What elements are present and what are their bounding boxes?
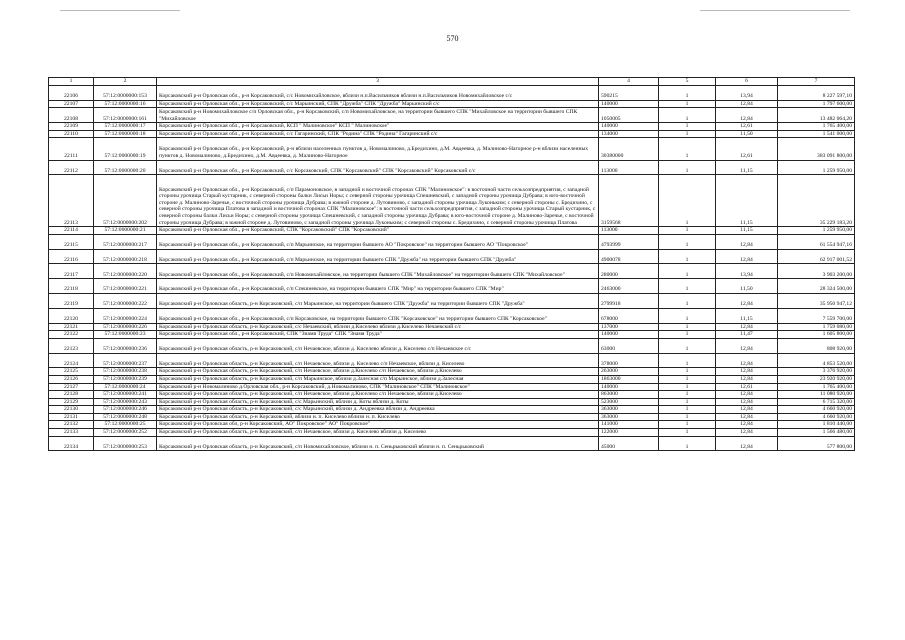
cadastral-number-cell: 57:12:0000000:248 <box>94 413 157 421</box>
cadastral-value-cell: 1 765 400,00 <box>778 383 855 391</box>
area-cell: 140000 <box>599 100 659 108</box>
area-cell: 45000 <box>599 436 659 451</box>
coefficient-cell: 1 <box>659 264 716 279</box>
table-row <box>49 249 855 264</box>
cadastral-number-cell: 57:12:0000000:218 <box>94 249 157 264</box>
location-description-cell: Корсаковский р-н Орловская область, р-н Корсаковский, с/п Нечаевское, вблизи д. Киселево вблизи д. Киселево <box>157 429 599 437</box>
cadastral-number-cell: 57:12:0000000:25 <box>94 421 157 429</box>
coefficient-cell: 1 <box>659 391 716 399</box>
area-cell: 140000 <box>599 123 659 131</box>
area-cell: 122000 <box>599 429 659 437</box>
table-row <box>49 138 855 160</box>
cadastral-rate-cell: 12,84 <box>716 421 778 429</box>
row-number-cell: 22111 <box>49 138 94 160</box>
location-description-cell: Корсаковский р-н Орловская область, р-н Корсаковский, с/с Марьинский, вблизи д. Андреевка вблизи д. Андреевка <box>157 406 599 414</box>
area-cell: 137000 <box>599 323 659 331</box>
cadastral-rate-cell: 11,15 <box>716 308 778 323</box>
table-row <box>49 429 855 437</box>
area-cell: 1050005 <box>599 108 659 123</box>
coefficient-cell: 1 <box>659 323 716 331</box>
cadastral-rate-cell: 12,84 <box>716 338 778 353</box>
coefficient-cell: 1 <box>659 383 716 391</box>
table-row <box>49 406 855 414</box>
area-cell: 1863000 <box>599 375 659 383</box>
cadastral-value-cell: 1 541 000,00 <box>778 130 855 138</box>
cadastral-rate-cell: 12,84 <box>716 398 778 406</box>
table-row <box>49 391 855 399</box>
cadastral-number-cell: 57:12:0000000:18 <box>94 130 157 138</box>
row-number-cell: 22116 <box>49 249 94 264</box>
coefficient-cell: 1 <box>659 436 716 451</box>
row-number-cell: 22120 <box>49 308 94 323</box>
cadastral-rate-cell: 11,15 <box>716 160 778 175</box>
table-row <box>49 398 855 406</box>
cadastral-value-cell: 35 229 183,20 <box>778 175 855 227</box>
cadastral-number-cell: 57:12:0000000:161 <box>94 108 157 123</box>
location-description-cell: Корсаковский р-н Орловская область, р-н Корсаковский, с/п Нечаевское, вблизи д.Киселево с/п Нечаевское, вблизи д.Киселево <box>157 391 599 399</box>
area-cell: 30380000 <box>599 138 659 160</box>
cadastral-number-cell: 57:12:0000000:153 <box>94 86 157 101</box>
cadastral-rate-cell: 12,84 <box>716 413 778 421</box>
row-number-cell: 22112 <box>49 160 94 175</box>
cadastral-value-cell: 62 917 001,52 <box>778 249 855 264</box>
row-number-cell: 22133 <box>49 429 94 437</box>
cadastral-number-cell: 57:12:0000000:20 <box>94 160 157 175</box>
area-cell: 2799918 <box>599 293 659 308</box>
row-number-cell: 22117 <box>49 264 94 279</box>
cadastral-rate-cell: 11,15 <box>716 175 778 227</box>
cadastral-rate-cell: 12,84 <box>716 234 778 249</box>
coefficient-cell: 1 <box>659 234 716 249</box>
table-row <box>49 234 855 249</box>
location-description-cell: Корсаковский р-н Орловская обл., р-н Корсаковский, с/п Марьинское, на территории бывшего АО "Покровское" на территории бывшего АО "Покровское" <box>157 234 599 249</box>
cadastral-rate-cell: 12,84 <box>716 249 778 264</box>
column-header: 7 <box>778 78 855 86</box>
location-description-cell: Корсаковский р-н Орловская обл., р-н Корсаковский, с/п Корсаковское, на территории бывшего СПК "Корсаковское" на территории бывшего СПК "Корсаковское" <box>157 308 599 323</box>
cadastral-number-cell: 57:12:0000000:253 <box>94 436 157 451</box>
row-number-cell: 22121 <box>49 323 94 331</box>
cadastral-rate-cell: 12,84 <box>716 353 778 368</box>
cadastral-rate-cell: 12,84 <box>716 391 778 399</box>
cadastral-number-cell: 57:12:0000000:252 <box>94 429 157 437</box>
table-row <box>49 108 855 123</box>
location-description-cell: Корсаковский р-н Орловская обл., р-н Корсаковский, р-н вблизи населенных пунктов д. Новомалиново, д.Бредихино, д.М. Авдеевка, д. Малиново-Нагорное р-н вблизи населенных пунктов д. Новомалиново, д.Бредихино, д.М. Авдеевка, д. Малиново-Нагорное <box>157 138 599 160</box>
coefficient-cell: 1 <box>659 130 716 138</box>
cadastral-value-cell: 1 759 080,00 <box>778 323 855 331</box>
cadastral-rate-cell: 12,84 <box>716 108 778 123</box>
cadastral-value-cell: 11 080 920,00 <box>778 391 855 399</box>
cadastral-number-cell: 57:12:0000000:243 <box>94 398 157 406</box>
table-row <box>49 227 855 235</box>
cadastral-value-cell: 3 376 920,00 <box>778 368 855 376</box>
table-row <box>49 279 855 294</box>
table-row <box>49 175 855 227</box>
table-row <box>49 100 855 108</box>
row-number-cell: 22127 <box>49 383 94 391</box>
cadastral-rate-cell: 12,84 <box>716 100 778 108</box>
coefficient-cell: 1 <box>659 293 716 308</box>
column-header: 5 <box>659 78 716 86</box>
coefficient-cell: 1 <box>659 227 716 235</box>
table-row <box>49 368 855 376</box>
row-number-cell: 22134 <box>49 436 94 451</box>
row-number-cell: 22125 <box>49 368 94 376</box>
table-row <box>49 264 855 279</box>
row-number-cell: 22115 <box>49 234 94 249</box>
cadastral-rate-cell: 12,84 <box>716 436 778 451</box>
area-cell: 4793999 <box>599 234 659 249</box>
location-description-cell: Корсаковский р-н Орловская обл., р-н Корсаковский, КСП " Малиновское" КСП " Малиновское" <box>157 123 599 131</box>
coefficient-cell: 1 <box>659 331 716 339</box>
cadastral-value-cell: 4 660 920,00 <box>778 413 855 421</box>
table-row <box>49 123 855 131</box>
area-cell: 263000 <box>599 368 659 376</box>
cadastral-value-cell: 28 324 500,00 <box>778 279 855 294</box>
location-description-cell: Корсаковский р-н Орловская обл., р-н Корсаковский, с/п Спешневское, на территории бывшего СПК "Мир" на территории бывшего СПК "Мир" <box>157 279 599 294</box>
location-description-cell: Корсаковский р-н Орловская обл., р-н Корсаковский, с/с Марьинский, СПК "Дружба" СПК "Дружба" Марьинский с/с <box>157 100 599 108</box>
cadastral-number-cell: 57:12:0000000:224 <box>94 308 157 323</box>
table-row <box>49 338 855 353</box>
location-description-cell: Корсаковский р-н Орловская обл., р-н Корсаковский, СПК "Корсаковский" СПК "Корсаковский" <box>157 227 599 235</box>
cadastral-rate-cell: 12,84 <box>716 406 778 414</box>
cadastral-number-cell: 57:12:0000000:21 <box>94 227 157 235</box>
cadastral-value-cell: 577 800,00 <box>778 436 855 451</box>
scan-artifact-line <box>700 10 850 11</box>
coefficient-cell: 1 <box>659 338 716 353</box>
area-cell: 63000 <box>599 338 659 353</box>
cadastral-value-cell: 8 227 597,10 <box>778 86 855 101</box>
cadastral-number-cell: 57:12:0000000:24 <box>94 383 157 391</box>
row-number-cell: 22106 <box>49 86 94 101</box>
cadastral-rate-cell: 13,94 <box>716 264 778 279</box>
cadastral-number-cell: 57:12:0000000:19 <box>94 138 157 160</box>
row-number-cell: 22123 <box>49 338 94 353</box>
location-description-cell: Корсаковский р-н Орловская область, р-н Корсаковский, с/п Новомихайловское, вблизи н. п. Сеньрьковский вблизи н. п. Сеньрьковский <box>157 436 599 451</box>
location-description-cell: Корсаковский р-н Орловская область, р-н Корсаковский, с/п Нечаевское, вблизи д. Киселево с/п Нечаевское, вблизи д. Киселево <box>157 353 599 368</box>
location-description-cell: Корсаковский р-н Орловская область, р-н Корсаковский, с/п Нечаевское, вблизи д. Киселево вблизи д. Киселево с/п Нечаевское с/с <box>157 338 599 353</box>
table-row <box>49 383 855 391</box>
row-number-cell: 22122 <box>49 331 94 339</box>
land-plot-register-table <box>48 77 855 451</box>
cadastral-number-cell: 57:12:0000000:238 <box>94 368 157 376</box>
row-number-cell: 22119 <box>49 293 94 308</box>
row-number-cell: 22128 <box>49 391 94 399</box>
cadastral-rate-cell: 12,84 <box>716 368 778 376</box>
area-cell: 363000 <box>599 406 659 414</box>
cadastral-value-cell: 7 559 700,00 <box>778 308 855 323</box>
cadastral-rate-cell: 12,61 <box>716 123 778 131</box>
cadastral-number-cell: 57:12:0000000:17 <box>94 123 157 131</box>
location-description-cell: Корсаковский р-н Орловская область, р-н Корсаковский, с/с Нечаевский, вблизи д.Киселево вблизи д.Киселево Нечаевский с/с <box>157 323 599 331</box>
area-cell: 678000 <box>599 308 659 323</box>
coefficient-cell: 1 <box>659 108 716 123</box>
coefficient-cell: 1 <box>659 249 716 264</box>
cadastral-value-cell: 61 554 947,16 <box>778 234 855 249</box>
coefficient-cell: 1 <box>659 413 716 421</box>
cadastral-value-cell: 3 903 200,00 <box>778 264 855 279</box>
area-cell: 140000 <box>599 383 659 391</box>
coefficient-cell: 1 <box>659 353 716 368</box>
cadastral-rate-cell: 11,47 <box>716 331 778 339</box>
location-description-cell: Корсаковский р-н Орловская обл., р-н Корсаковский, СПК "Знамя Труда" СПК "Знамя Труда" <box>157 331 599 339</box>
coefficient-cell: 1 <box>659 429 716 437</box>
area-cell: 863000 <box>599 391 659 399</box>
coefficient-cell: 1 <box>659 175 716 227</box>
coefficient-cell: 1 <box>659 138 716 160</box>
column-header: 2 <box>94 78 157 86</box>
column-header: 6 <box>716 78 778 86</box>
cadastral-rate-cell: 12,84 <box>716 323 778 331</box>
table-row <box>49 353 855 368</box>
location-description-cell: Корсаковский р-н Новомихайловское с/п Орловская обл., р-н Корсаковский, с/п Новомихайловское, на территории бывшего СПК "Михайловское на территории бывшего СПК "Михайловское <box>157 108 599 123</box>
cadastral-value-cell: 6 715 320,00 <box>778 398 855 406</box>
area-cell: 4900078 <box>599 249 659 264</box>
area-cell: 113000 <box>599 160 659 175</box>
table-row <box>49 413 855 421</box>
cadastral-rate-cell: 11,50 <box>716 279 778 294</box>
area-cell: 523000 <box>599 398 659 406</box>
page-number: 570 <box>446 34 459 43</box>
cadastral-value-cell: 4 853 520,00 <box>778 353 855 368</box>
location-description-cell: Корсаковский р-н Орловская область, р-н Корсаковский, вблизи н. п. Киселево вблизи н. п. Киселево <box>157 413 599 421</box>
row-number-cell: 22118 <box>49 279 94 294</box>
cadastral-number-cell: 57:12:0000000:222 <box>94 293 157 308</box>
coefficient-cell: 1 <box>659 123 716 131</box>
cadastral-value-cell: 1 810 440,00 <box>778 421 855 429</box>
row-number-cell: 22114 <box>49 227 94 235</box>
header-row <box>49 78 855 86</box>
location-description-cell: Корсаковский р-н Орловская обл., р-н Корсаковский, с/п Марьинское, на территории бывшего СПК "Дружба" на территории бывшего СПК "Дружба" <box>157 249 599 264</box>
location-description-cell: Корсаковский р-н Орловская область, р-н Корсаковский, с/п Нечаевское, вблизи д.Киселево с/п Нечаевское, вблизи д.Киселево <box>157 368 599 376</box>
column-header: 3 <box>157 78 599 86</box>
cadastral-rate-cell: 12,84 <box>716 375 778 383</box>
cadastral-rate-cell: 11,15 <box>716 227 778 235</box>
area-cell: 363000 <box>599 413 659 421</box>
row-number-cell: 22110 <box>49 130 94 138</box>
location-description-cell: Корсаковский р-н Орловская область, р-н Корсаковский, с/с Марьинский, вблизи д. Коты вблизи д. Коты <box>157 398 599 406</box>
area-cell: 113000 <box>599 227 659 235</box>
cadastral-number-cell: 57:12:0000000:217 <box>94 234 157 249</box>
cadastral-value-cell: 808 920,00 <box>778 338 855 353</box>
cadastral-number-cell: 57:12:0000000:241 <box>94 391 157 399</box>
cadastral-value-cell: 1 259 950,00 <box>778 160 855 175</box>
coefficient-cell: 1 <box>659 406 716 414</box>
table-row <box>49 86 855 101</box>
cadastral-number-cell: 57:12:0000000:236 <box>94 338 157 353</box>
cadastral-number-cell: 57:12:0000000:246 <box>94 406 157 414</box>
cadastral-value-cell: 23 920 920,00 <box>778 375 855 383</box>
coefficient-cell: 1 <box>659 100 716 108</box>
row-number-cell: 22132 <box>49 421 94 429</box>
cadastral-number-cell: 57:12:0000000:16 <box>94 100 157 108</box>
cadastral-value-cell: 383 091 800,00 <box>778 138 855 160</box>
table-row <box>49 323 855 331</box>
table-row <box>49 308 855 323</box>
row-number-cell: 22109 <box>49 123 94 131</box>
cadastral-value-cell: 1 765 400,00 <box>778 123 855 131</box>
column-header: 1 <box>49 78 94 86</box>
cadastral-rate-cell: 13,94 <box>716 86 778 101</box>
coefficient-cell: 1 <box>659 375 716 383</box>
cadastral-number-cell: 57:12:0000000:202 <box>94 175 157 227</box>
location-description-cell: Корсаковский р-н Орловская обл., р-н Корсаковский, с/с Гагаринский, СПК "Родина" СПК "Родина" Гагаринский с/с <box>157 130 599 138</box>
table-row <box>49 421 855 429</box>
area-cell: 280000 <box>599 264 659 279</box>
cadastral-number-cell: 57:12:0000000:239 <box>94 375 157 383</box>
location-description-cell: Корсаковский р-н Орловская область, р-н Корсаковский, с/п Марьинское, вблизи д.Залесная с/п Марьинское, вблизи д.Залесная <box>157 375 599 383</box>
location-description-cell: Корсаковский р-н Орловская обл., р-н Корсаковский, с/с Новомихайловское, вблизи н.п.Васильчиков вблизи н.п.Васильчиков Новомихайловское с/с <box>157 86 599 101</box>
coefficient-cell: 1 <box>659 421 716 429</box>
area-cell: 134000 <box>599 130 659 138</box>
area-cell: 2463000 <box>599 279 659 294</box>
row-number-cell: 22107 <box>49 100 94 108</box>
table-row <box>49 293 855 308</box>
area-cell: 3159568 <box>599 175 659 227</box>
coefficient-cell: 1 <box>659 160 716 175</box>
cadastral-rate-cell: 12,84 <box>716 429 778 437</box>
coefficient-cell: 1 <box>659 368 716 376</box>
cadastral-value-cell: 4 660 920,00 <box>778 406 855 414</box>
location-description-cell: Корсаковский р-н Орловская обл., р-н Корсаковский, с/с Корсаковский, СПК "Корсаковский" СПК "Корсаковский" Корсаковский с/с <box>157 160 599 175</box>
coefficient-cell: 1 <box>659 308 716 323</box>
row-number-cell: 22113 <box>49 175 94 227</box>
coefficient-cell: 1 <box>659 398 716 406</box>
location-description-cell: Корсаковский р-н Орловская область, р-н Корсаковский, с/п Марьинское, на территории бывшего СПК "Дружба" на территории бывшего СПК "Дружба" <box>157 293 599 308</box>
cadastral-value-cell: 13 482 064,20 <box>778 108 855 123</box>
row-number-cell: 22124 <box>49 353 94 368</box>
table-row <box>49 436 855 451</box>
cadastral-value-cell: 1 797 600,00 <box>778 100 855 108</box>
area-cell: 140000 <box>599 331 659 339</box>
location-description-cell: Корсаковский р-н Новомалиново д.Орловская обл., р-н Корсаковский, д.Новомалиново, СПК "Малиновское" СПК "Малиновское" <box>157 383 599 391</box>
row-number-cell: 22108 <box>49 108 94 123</box>
column-header: 4 <box>599 78 659 86</box>
coefficient-cell: 1 <box>659 279 716 294</box>
cadastral-value-cell: 1 566 480,00 <box>778 429 855 437</box>
area-cell: 378000 <box>599 353 659 368</box>
cadastral-rate-cell: 12,61 <box>716 383 778 391</box>
cadastral-number-cell: 57:12:0000000:226 <box>94 323 157 331</box>
cadastral-number-cell: 57:12:0000000:221 <box>94 279 157 294</box>
cadastral-value-cell: 1 259 950,00 <box>778 227 855 235</box>
cadastral-value-cell: 1 605 800,00 <box>778 331 855 339</box>
row-number-cell: 22129 <box>49 398 94 406</box>
cadastral-number-cell: 57:12:0000000:220 <box>94 264 157 279</box>
table-row <box>49 160 855 175</box>
area-cell: 590215 <box>599 86 659 101</box>
scan-artifact-line <box>60 10 180 11</box>
location-description-cell: Корсаковский р-н Орловская обл., р-н Корсаковский, с/п Парамоновское, в западной и восточной сторонах СПК "Малиновское": в восточной части сельхозпредприятия, с западной стороны урочища Старый кустарник, с северной стороны балки Лисьи Норы; с северной стороны урочища Спешневский, с западной стороны урочища Дубрава; в юго-восточной стороне д. Малиново-Заречье, с восточной стороны урочища Дубрава; в южной стороне д. Лутовиново, с западной стороны урочища Луконьким; с северной стороны с. Бредихино, с северной стороны урочища Платова в западной и восточной сторонах СПК "Малиновское": в восточной части сельхозпредприятия, с западной стороны урочища Старый кустарник, с северной стороны балки Лисьи Норы; с северной стороны урочища Спешневский, с западной стороны урочища Дубрава; в юго-восточной стороне д. Малиново-Заречье, с восточной стороны урочища Дубрава; в южной стороне д. Лутовиново, с западной стороны урочища Луконьким; с северной стороны с. Бредихино, с северной стороны урочища Платова <box>157 175 599 227</box>
cadastral-rate-cell: 12,84 <box>716 293 778 308</box>
cadastral-value-cell: 35 950 947,12 <box>778 293 855 308</box>
location-description-cell: Корсаковский р-н Орловская обл, р-н Корсаковский, АО" Покровское" АО" Покровское" <box>157 421 599 429</box>
cadastral-rate-cell: 12,61 <box>716 138 778 160</box>
table-row <box>49 331 855 339</box>
cadastral-number-cell: 57:12:0000000:237 <box>94 353 157 368</box>
row-number-cell: 22130 <box>49 406 94 414</box>
location-description-cell: Корсаковский р-н Орловская обл., р-н Корсаковский, с/п Новомихайловское, на территории бывшего СПК "Михайловское" на территории бывшего СПК "Михайловское" <box>157 264 599 279</box>
cadastral-number-cell: 57:12:0000000:23 <box>94 331 157 339</box>
area-cell: 141000 <box>599 421 659 429</box>
row-number-cell: 22131 <box>49 413 94 421</box>
table-row <box>49 375 855 383</box>
cadastral-rate-cell: 11,50 <box>716 130 778 138</box>
table-row <box>49 130 855 138</box>
row-number-cell: 22126 <box>49 375 94 383</box>
coefficient-cell: 1 <box>659 86 716 101</box>
